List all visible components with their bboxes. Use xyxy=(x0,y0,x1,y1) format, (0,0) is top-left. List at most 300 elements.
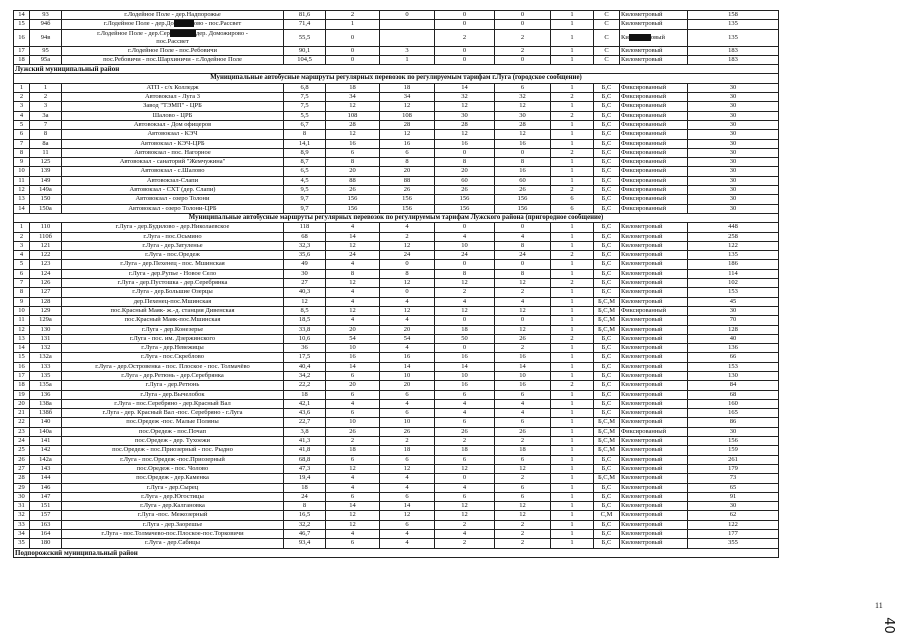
cell-a: 16 xyxy=(326,353,380,362)
cell-name: пос.Оредеж - дер. Тухоежи xyxy=(62,437,284,446)
cell-price: 30 xyxy=(688,83,779,92)
cell-n: 26 xyxy=(14,455,30,464)
cell-cls: Б,С xyxy=(594,93,620,102)
cell-c: 4 xyxy=(435,399,495,408)
cell-route: 163 xyxy=(30,520,62,529)
cell-d: 6 xyxy=(495,492,551,501)
cell-c: 0 xyxy=(435,223,495,232)
cell-dist: 18 xyxy=(284,483,326,492)
cell-c: 8 xyxy=(435,269,495,278)
cell-name: г.Луга - дер.Островенка - пос. Плоское - пос. Толмачёво xyxy=(62,362,284,371)
cell-d: 30 xyxy=(495,111,551,120)
cell-tariff: Километровый xyxy=(620,371,688,380)
cell-price: 30 xyxy=(688,427,779,436)
cell-cls: Б,С xyxy=(594,83,620,92)
cell-n: 23 xyxy=(14,427,30,436)
cell-name: пос.Оредеж - дер.Каменка xyxy=(62,474,284,483)
cell-tariff: Километровый xyxy=(620,409,688,418)
cell-n: 16 xyxy=(14,362,30,371)
cell-price: 30 xyxy=(688,502,779,511)
cell-price: 84 xyxy=(688,381,779,390)
cell-e: 1 xyxy=(551,399,594,408)
cell-cls: Б,С xyxy=(594,520,620,529)
cell-dist: 8,7 xyxy=(284,158,326,167)
cell-e: 1 xyxy=(551,446,594,455)
cell-a: 14 xyxy=(326,502,380,511)
cell-b: 14 xyxy=(380,502,435,511)
cell-route: 133 xyxy=(30,362,62,371)
cell-d: 26 xyxy=(495,427,551,436)
cell-dist: 32,2 xyxy=(284,520,326,529)
cell-dist: 90,1 xyxy=(284,46,326,55)
cell-b: 4 xyxy=(380,316,435,325)
cell-dist: 35,6 xyxy=(284,251,326,260)
cell-route: 149а xyxy=(30,186,62,195)
cell-price: 158 xyxy=(688,11,779,20)
cell-dist: 36 xyxy=(284,344,326,353)
cell-a: 14 xyxy=(326,362,380,371)
cell-dist: 68,8 xyxy=(284,455,326,464)
cell-route: 129а xyxy=(30,316,62,325)
cell-name: Шалово - ЦРБ xyxy=(62,111,284,120)
cell-a: 20 xyxy=(326,381,380,390)
cell-dist: 7,5 xyxy=(284,93,326,102)
cell-dist: 4,5 xyxy=(284,176,326,185)
cell-e: 1 xyxy=(551,492,594,501)
cell-n: 7 xyxy=(14,279,30,288)
cell-name: Автовокзал - озеро Толони xyxy=(62,195,284,204)
cell-route: 132а xyxy=(30,353,62,362)
cell-a: 6 xyxy=(326,371,380,380)
cell-name: Автовокзал - КЭЧ xyxy=(62,130,284,139)
cell-a: 18 xyxy=(326,83,380,92)
cell-a: 108 xyxy=(326,111,380,120)
cell-a: 24 xyxy=(326,251,380,260)
cell-e: 1 xyxy=(551,11,594,20)
cell-c: 4 xyxy=(435,232,495,241)
cell-n: 13 xyxy=(14,334,30,343)
cell-cls: Б,С xyxy=(594,371,620,380)
cell-tariff: Километровый xyxy=(620,232,688,241)
cell-cls: Б,С xyxy=(594,483,620,492)
cell-a: 4 xyxy=(326,288,380,297)
cell-n: 9 xyxy=(14,158,30,167)
cell-n: 14 xyxy=(14,204,30,213)
cell-tariff: Километровый xyxy=(620,325,688,334)
cell-e: 1 xyxy=(551,483,594,492)
cell-d: 0 xyxy=(495,148,551,157)
cell-price: 186 xyxy=(688,260,779,269)
cell-b: 4 xyxy=(380,297,435,306)
cell-cls: Б,С,М xyxy=(594,325,620,334)
cell-a: 4 xyxy=(326,483,380,492)
cell-price: 30 xyxy=(688,167,779,176)
cell-name: дер.Пехенец-пос.Мшинская xyxy=(62,297,284,306)
cell-c: 12 xyxy=(435,464,495,473)
cell-c: 12 xyxy=(435,511,495,520)
table-row xyxy=(14,409,779,418)
cell-route: 126 xyxy=(30,279,62,288)
cell-e: 1 xyxy=(551,455,594,464)
cell-d: 8 xyxy=(495,158,551,167)
cell-e: 1 xyxy=(551,29,594,46)
cell-b: 12 xyxy=(380,279,435,288)
cell-dist: 8 xyxy=(284,130,326,139)
cell-d: 60 xyxy=(495,176,551,185)
cell-cls: Б,С xyxy=(594,148,620,157)
cell-c: 0 xyxy=(435,11,495,20)
cell-route: 3 xyxy=(30,102,62,111)
cell-price: 156 xyxy=(688,437,779,446)
cell-dist: 24 xyxy=(284,492,326,501)
cell-n: 5 xyxy=(14,120,30,129)
cell-e: 1 xyxy=(551,130,594,139)
cell-dist: 9,5 xyxy=(284,186,326,195)
cell-route: 128 xyxy=(30,297,62,306)
cell-tariff: Фиксированный xyxy=(620,93,688,102)
cell-dist: 33,8 xyxy=(284,325,326,334)
cell-dist: 32,3 xyxy=(284,241,326,250)
table-row xyxy=(14,260,779,269)
cell-n: 34 xyxy=(14,530,30,539)
table-row xyxy=(14,446,779,455)
cell-a: 4 xyxy=(326,399,380,408)
cell-route: 110б xyxy=(30,232,62,241)
cell-n: 8 xyxy=(14,148,30,157)
cell-n: 4 xyxy=(14,251,30,260)
cell-name: г.Луга - пос. им. Дзержинского xyxy=(62,334,284,343)
cell-name: г.Луга - дер.Будилово - дер.Николаевское xyxy=(62,223,284,232)
cell-d: 16 xyxy=(495,353,551,362)
cell-e: 1 xyxy=(551,55,594,64)
cell-price: 30 xyxy=(688,195,779,204)
cell-c: 12 xyxy=(435,102,495,111)
cell-c: 18 xyxy=(435,446,495,455)
cell-cls: Б,С xyxy=(594,186,620,195)
cell-cls: Б,С xyxy=(594,492,620,501)
route-table-body xyxy=(14,11,779,558)
cell-a: 4 xyxy=(326,474,380,483)
cell-d: 16 xyxy=(495,167,551,176)
cell-n: 18 xyxy=(14,381,30,390)
cell-c: 2 xyxy=(435,437,495,446)
cell-e: 1 xyxy=(551,418,594,427)
cell-b: 26 xyxy=(380,427,435,436)
cell-a: 18 xyxy=(326,446,380,455)
cell-name: г.Луга - дер.Ретюнь - дер.Серебрянка xyxy=(62,371,284,380)
cell-tariff: Километровый xyxy=(620,483,688,492)
cell-a: 8 xyxy=(326,158,380,167)
cell-cls: Б,С,М xyxy=(594,306,620,315)
cell-c: 0 xyxy=(435,46,495,55)
cell-dist: 6,5 xyxy=(284,167,326,176)
cell-c: 4 xyxy=(435,483,495,492)
table-row xyxy=(14,204,779,213)
cell-c: 6 xyxy=(435,492,495,501)
cell-b: 156 xyxy=(380,195,435,204)
cell-price: 86 xyxy=(688,418,779,427)
cell-cls: Б,С xyxy=(594,195,620,204)
cell-price: 122 xyxy=(688,241,779,250)
cell-d: 2 xyxy=(495,530,551,539)
redaction-mark xyxy=(174,20,194,27)
cell-n: 33 xyxy=(14,520,30,529)
cell-b: 0 xyxy=(380,288,435,297)
cell-tariff: Фиксированный xyxy=(620,158,688,167)
cell-name xyxy=(62,29,284,46)
cell-name: г.Луга - дер.Невежицы xyxy=(62,344,284,353)
cell-e: 1 xyxy=(551,20,594,29)
cell-cls: С xyxy=(594,29,620,46)
cell-n: 15 xyxy=(14,353,30,362)
cell-cls: Б,С,М xyxy=(594,446,620,455)
cell-route: 7 xyxy=(30,120,62,129)
cell-a: 12 xyxy=(326,511,380,520)
cell-c: 156 xyxy=(435,195,495,204)
cell-c: 16 xyxy=(435,139,495,148)
cell-b: 18 xyxy=(380,446,435,455)
cell-a: 20 xyxy=(326,167,380,176)
cell-b: 6 xyxy=(380,148,435,157)
cell-c: 14 xyxy=(435,362,495,371)
cell-price: 128 xyxy=(688,325,779,334)
table-row xyxy=(14,390,779,399)
cell-cls: Б,С xyxy=(594,130,620,139)
cell-e: 1 xyxy=(551,325,594,334)
cell-n: 8 xyxy=(14,288,30,297)
cell-c: 60 xyxy=(435,176,495,185)
cell-c: 156 xyxy=(435,204,495,213)
cell-d: 0 xyxy=(495,260,551,269)
cell-cls: Б,С xyxy=(594,409,620,418)
cell-c: 2 xyxy=(435,520,495,529)
cell-cls: Б,С xyxy=(594,204,620,213)
cell-a: 4 xyxy=(326,530,380,539)
cell-e: 1 xyxy=(551,539,594,548)
cell-e: 1 xyxy=(551,353,594,362)
cell-a: 28 xyxy=(326,120,380,129)
cell-e: 1 xyxy=(551,139,594,148)
cell-route: 138б xyxy=(30,409,62,418)
cell-route: 130 xyxy=(30,325,62,334)
cell-tariff: Километровый xyxy=(620,241,688,250)
cell-b: 1 xyxy=(380,55,435,64)
cell-route: 139 xyxy=(30,167,62,176)
cell-route: 121 xyxy=(30,241,62,250)
cell-route: 8а xyxy=(30,139,62,148)
cell-e: 6 xyxy=(551,204,594,213)
cell-cls: Б,С xyxy=(594,464,620,473)
table-row xyxy=(14,520,779,529)
table-row xyxy=(14,195,779,204)
cell-name: г.Луга - пос.Серебряно - дер.Красный Вал xyxy=(62,399,284,408)
cell-dist: 17,5 xyxy=(284,353,326,362)
cell-n: 15 xyxy=(14,20,30,29)
cell-name: г.Луга - дер.Калгановка xyxy=(62,502,284,511)
cell-dist: 46,7 xyxy=(284,530,326,539)
cell-name: г.Луга - дер.Пустошка - дер.Серебрянка xyxy=(62,279,284,288)
cell-n: 30 xyxy=(14,492,30,501)
route-name-start: г.Лодейное Поле - дер.Сер xyxy=(97,30,170,37)
cell-e: 1 xyxy=(551,83,594,92)
cell-e: 2 xyxy=(551,334,594,343)
cell-price: 30 xyxy=(688,111,779,120)
cell-name: пос.Оредеж -пос. Малые Поляны xyxy=(62,418,284,427)
cell-e: 1 xyxy=(551,288,594,297)
district-header-row xyxy=(14,548,779,557)
table-row xyxy=(14,130,779,139)
cell-tariff: Километровый xyxy=(620,288,688,297)
cell-dist: 40,4 xyxy=(284,362,326,371)
cell-dist: 41,3 xyxy=(284,437,326,446)
cell-tariff: Фиксированный xyxy=(620,120,688,129)
route-group-title: Муниципальные автобусные маршруты регулярных перевозок по регулируемым тарифам Лужского района (пригородное сообщение) xyxy=(14,213,779,222)
cell-d: 0 xyxy=(495,316,551,325)
cell-c: 4 xyxy=(435,530,495,539)
cell-n: 10 xyxy=(14,167,30,176)
cell-d: 16 xyxy=(495,381,551,390)
cell-price: 355 xyxy=(688,539,779,548)
cell-dist: 9,7 xyxy=(284,204,326,213)
cell-price: 30 xyxy=(688,306,779,315)
cell-tariff: Километровый xyxy=(620,455,688,464)
cell-dist: 68 xyxy=(284,232,326,241)
cell-name: г.Луга - пос.Толмачево-пос.Плоское-пос.Торковичи xyxy=(62,530,284,539)
cell-b: 4 xyxy=(380,399,435,408)
table-row xyxy=(14,362,779,371)
cell-b: 6 xyxy=(380,455,435,464)
cell-tariff: Километровый xyxy=(620,437,688,446)
cell-n: 25 xyxy=(14,446,30,455)
cell-e: 1 xyxy=(551,158,594,167)
cell-cls: Б,С xyxy=(594,251,620,260)
table-row xyxy=(14,55,779,64)
cell-e: 1 xyxy=(551,46,594,55)
cell-d: 10 xyxy=(495,371,551,380)
cell-name: пос.Ребовичи - пос.Шархиничи - г.Лодейное Поле xyxy=(62,55,284,64)
cell-n: 22 xyxy=(14,418,30,427)
cell-dist: 18 xyxy=(284,390,326,399)
cell-n: 20 xyxy=(14,399,30,408)
cell-d: 26 xyxy=(495,334,551,343)
cell-cls: Б,С,М xyxy=(594,427,620,436)
cell-tariff: Километровый xyxy=(620,502,688,511)
cell-tariff: Фиксированный xyxy=(620,167,688,176)
cell-e: 1 xyxy=(551,502,594,511)
cell-b: 4 xyxy=(380,474,435,483)
cell-price: 30 xyxy=(688,120,779,129)
cell-name: г.Луга - дер. Красный Вал -пос. Серебряно - г.Луга xyxy=(62,409,284,418)
cell-n: 21 xyxy=(14,409,30,418)
cell-d: 18 xyxy=(495,446,551,455)
cell-a: 8 xyxy=(326,269,380,278)
cell-route: 142а xyxy=(30,455,62,464)
cell-a: 4 xyxy=(326,297,380,306)
cell-a: 6 xyxy=(326,148,380,157)
cell-name: АТП - с/х Колледж xyxy=(62,83,284,92)
table-row xyxy=(14,102,779,111)
cell-c: 2 xyxy=(435,29,495,46)
table-row xyxy=(14,464,779,473)
cell-dist: 30 xyxy=(284,269,326,278)
cell-name: пос.Красный Маяк- ж.-д. станция Дивенская xyxy=(62,306,284,315)
cell-e: 1 xyxy=(551,232,594,241)
cell-d: 24 xyxy=(495,251,551,260)
cell-b: 16 xyxy=(380,353,435,362)
cell-tariff: Километровый xyxy=(620,279,688,288)
cell-route: 150 xyxy=(30,195,62,204)
cell-c: 2 xyxy=(435,539,495,548)
cell-b: 108 xyxy=(380,111,435,120)
cell-route: 151 xyxy=(30,502,62,511)
cell-d: 14 xyxy=(495,362,551,371)
cell-route: 135 xyxy=(30,371,62,380)
cell-n: 28 xyxy=(14,474,30,483)
cell-dist: 42,1 xyxy=(284,399,326,408)
cell-route: 143 xyxy=(30,464,62,473)
cell-a: 156 xyxy=(326,195,380,204)
table-row xyxy=(14,111,779,120)
cell-cls: Б,С xyxy=(594,139,620,148)
cell-price: 30 xyxy=(688,148,779,157)
table-row xyxy=(14,46,779,55)
cell-name: г.Луга - дер.Ретюнь xyxy=(62,381,284,390)
cell-a: 26 xyxy=(326,427,380,436)
cell-route: 125 xyxy=(30,158,62,167)
cell-route: 127 xyxy=(30,288,62,297)
cell-a: 0 xyxy=(326,29,380,46)
cell-route: 140а xyxy=(30,427,62,436)
cell-b: 156 xyxy=(380,204,435,213)
cell-d: 2 xyxy=(495,46,551,55)
cell-route: 95 xyxy=(30,46,62,55)
cell-cls: Б,С xyxy=(594,539,620,548)
cell-c: 12 xyxy=(435,502,495,511)
cell-tariff xyxy=(620,29,688,46)
cell-cls: Б,С xyxy=(594,260,620,269)
cell-e: 1 xyxy=(551,362,594,371)
cell-e: 2 xyxy=(551,251,594,260)
cell-name: г.Луга - пос.Скреблово xyxy=(62,353,284,362)
cell-a: 6 xyxy=(326,390,380,399)
cell-dist: 3,8 xyxy=(284,427,326,436)
cell-b: 0 xyxy=(380,11,435,20)
cell-c: 6 xyxy=(435,455,495,464)
cell-price: 65 xyxy=(688,483,779,492)
cell-n: 6 xyxy=(14,269,30,278)
cell-a: 2 xyxy=(326,437,380,446)
cell-tariff: Километровый xyxy=(620,46,688,55)
cell-price: 135 xyxy=(688,29,779,46)
cell-name: Завод "ТЭМП" - ЦРБ xyxy=(62,102,284,111)
table-row xyxy=(14,176,779,185)
cell-c: 24 xyxy=(435,251,495,260)
cell-cls: Б,С xyxy=(594,241,620,250)
cell-name: пос.Красный Маяк-пос.Мшинская xyxy=(62,316,284,325)
cell-c: 26 xyxy=(435,186,495,195)
cell-price: 30 xyxy=(688,93,779,102)
cell-e: 1 xyxy=(551,167,594,176)
cell-n: 9 xyxy=(14,297,30,306)
cell-route: 8 xyxy=(30,130,62,139)
cell-e: 1 xyxy=(551,306,594,315)
table-row xyxy=(14,344,779,353)
cell-route: 3а xyxy=(30,111,62,120)
cell-price: 165 xyxy=(688,409,779,418)
route-name-end: ово - пос.Рассвет xyxy=(193,20,242,28)
cell-tariff: Километровый xyxy=(620,334,688,343)
cell-a: 10 xyxy=(326,418,380,427)
